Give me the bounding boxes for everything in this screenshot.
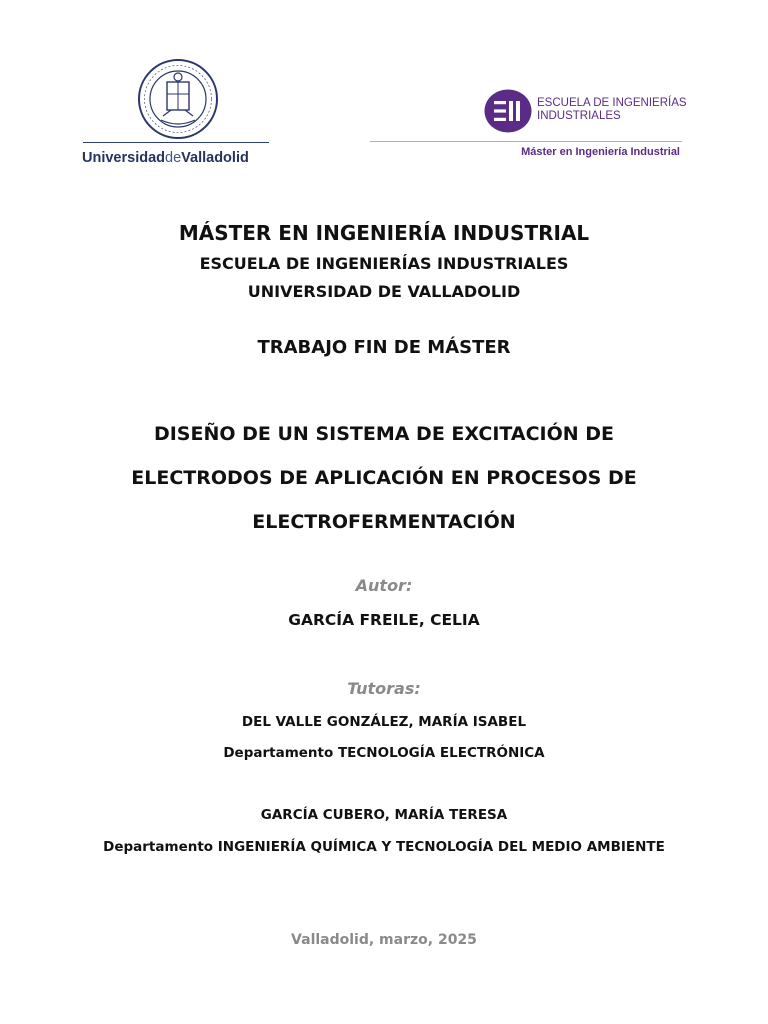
school-title: ESCUELA DE INGENIERÍAS INDUSTRIALES xyxy=(199,254,569,273)
tutor-name: GARCÍA CUBERO, MARÍA TERESA xyxy=(260,807,508,823)
university-name-part3: Valladolid xyxy=(181,150,249,166)
thesis-title-line3: ELECTROFERMENTACIÓN xyxy=(252,511,516,533)
eii-school-name-line2: INDUSTRIALES xyxy=(537,110,621,122)
eii-divider xyxy=(370,141,682,142)
university-title: UNIVERSIDAD DE VALLADOLID xyxy=(247,282,521,301)
program-title: MÁSTER EN INGENIERÍA INDUSTRIAL xyxy=(178,221,590,245)
thesis-title-line2: ELECTRODOS DE APLICACIÓN EN PROCESOS DE xyxy=(131,467,637,489)
author-name: GARCÍA FREILE, CELIA xyxy=(288,611,480,629)
author-label: Autor: xyxy=(355,576,413,595)
university-seal-icon xyxy=(137,58,219,140)
university-name xyxy=(82,150,249,166)
uva-divider xyxy=(83,142,269,143)
place-date: Valladolid, marzo, 2025 xyxy=(291,932,477,948)
eii-school-name xyxy=(537,97,687,123)
tutors-label: Tutoras: xyxy=(347,679,421,698)
eii-school-name-line1: ESCUELA DE INGENIERÍAS xyxy=(537,97,687,109)
tutor-department: Departamento TECNOLOGÍA ELECTRÓNICA xyxy=(223,745,545,761)
thesis-title-line1: DISEÑO DE UN SISTEMA DE EXCITACIÓN DE xyxy=(153,423,615,445)
eii-master-label: Máster en Ingeniería Industrial xyxy=(521,146,680,158)
tutor-department: Departamento INGENIERÍA QUÍMICA Y TECNOLOGÍA DEL MEDIO AMBIENTE xyxy=(103,839,665,855)
university-name-part1: Universidad xyxy=(82,150,165,166)
work-type: TRABAJO FIN DE MÁSTER xyxy=(257,337,511,358)
eii-logo-icon xyxy=(484,89,532,133)
university-name-part2: de xyxy=(165,150,182,166)
tutor-name: DEL VALLE GONZÁLEZ, MARÍA ISABEL xyxy=(241,714,527,730)
